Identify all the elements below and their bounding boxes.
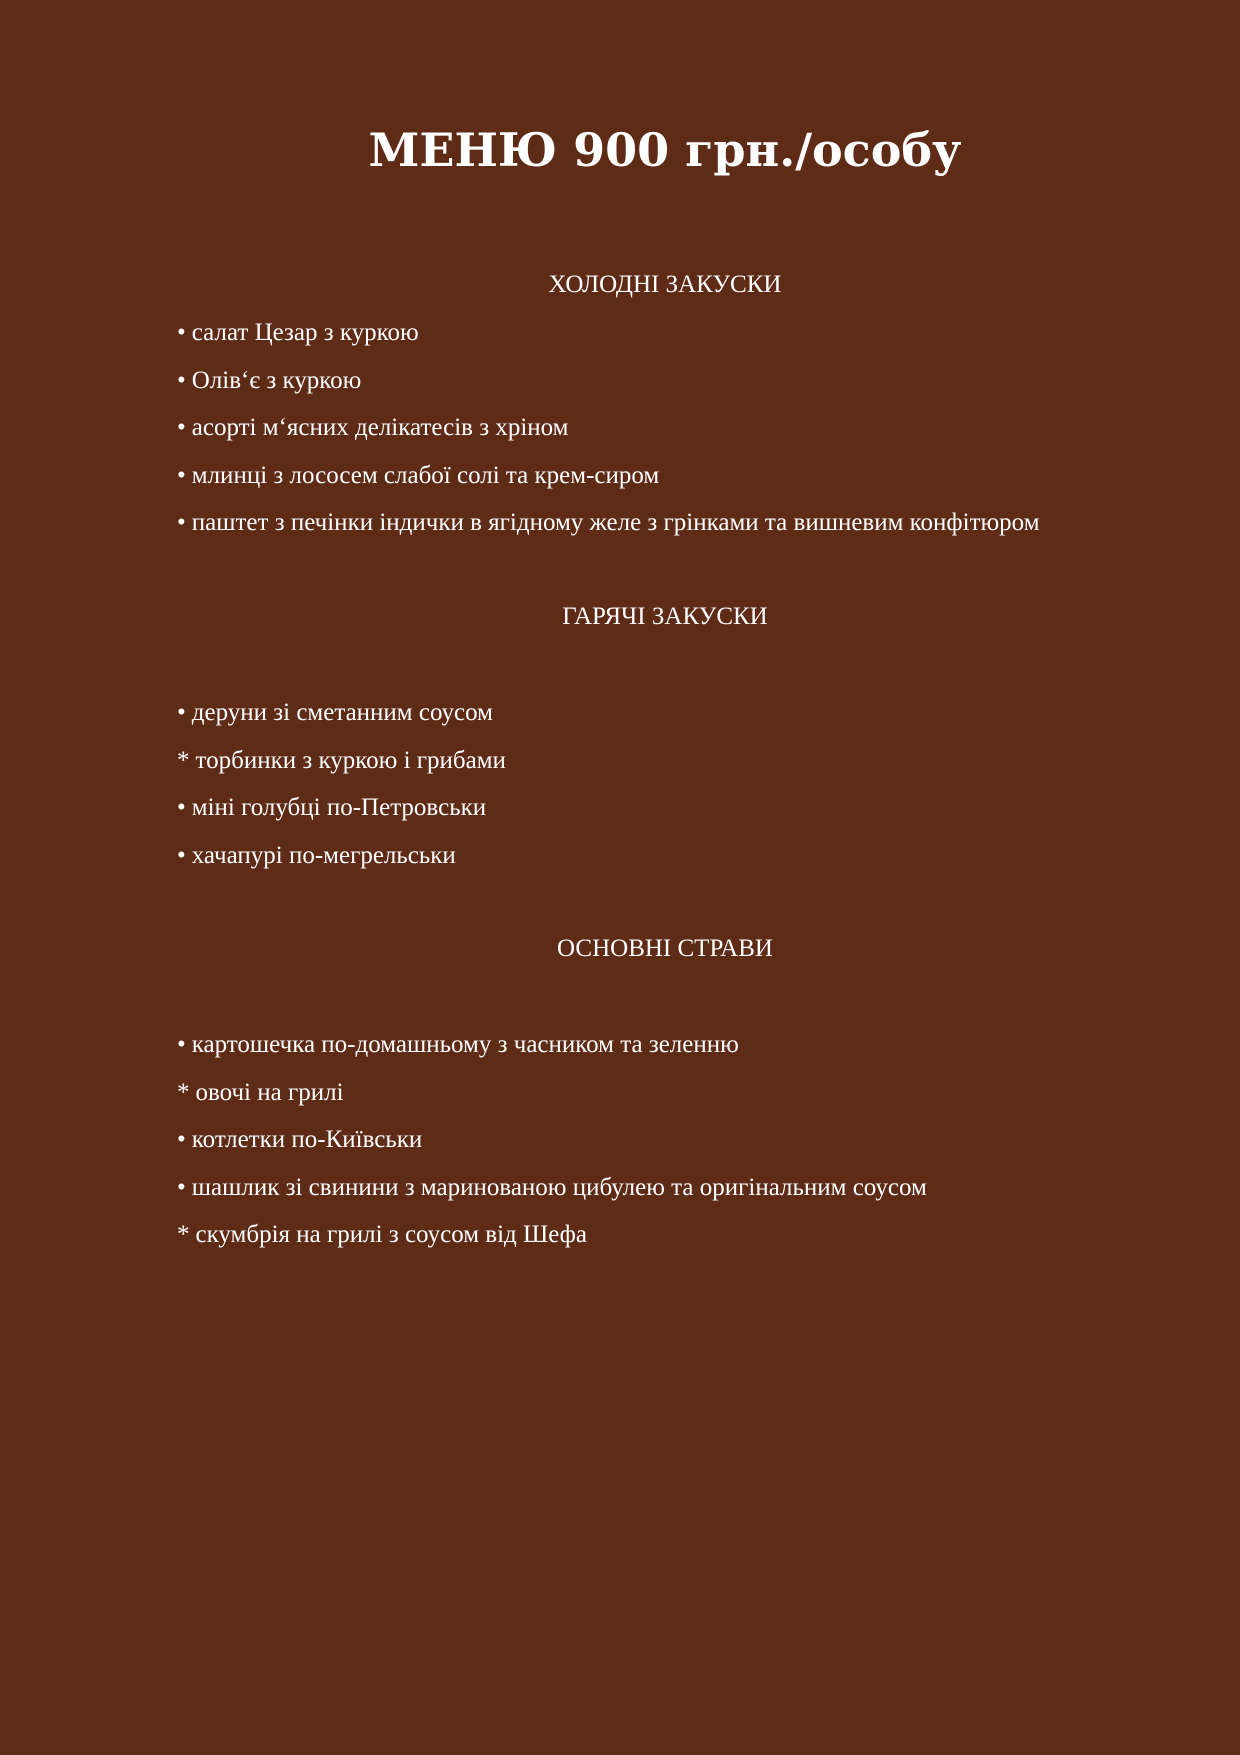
menu-item (177, 839, 1177, 887)
menu-item (177, 1218, 1177, 1266)
item-text: паштет з печінки індички в ягідному желе з грінками та вишневим конфітюром (191, 509, 1040, 536)
item-marker: • (177, 1031, 186, 1058)
item-marker: • (177, 509, 186, 536)
menu-item (177, 1028, 1177, 1076)
item-text: млинці з лососем слабої солі та крем-сиром (191, 461, 660, 489)
item-marker: * (177, 746, 190, 774)
section-heading-cold-appetizers: ХОЛОДНІ ЗАКУСКИ (548, 271, 782, 298)
menu-item (177, 364, 1177, 412)
menu-item (177, 1171, 1177, 1219)
menu-item (177, 744, 1177, 792)
item-text: асорті м‘ясних делікатесів з хріном (191, 414, 569, 441)
menu-item (177, 1123, 1177, 1171)
item-marker: • (177, 841, 186, 869)
main-courses-list (177, 1028, 1177, 1266)
section-heading-hot-appetizers: ГАРЯЧІ ЗАКУСКИ (562, 603, 768, 630)
item-marker: • (177, 366, 186, 394)
item-marker: • (177, 1173, 186, 1201)
menu-item (177, 506, 1177, 554)
item-text: деруни зі сметанним соусом (191, 699, 493, 726)
item-marker: • (177, 414, 186, 441)
menu-item (177, 1076, 1177, 1124)
menu-title: МЕНЮ 900 грн./особу (368, 123, 962, 177)
item-text: Олів‘є з куркою (191, 366, 362, 394)
item-text: хачапурі по-мегрельськи (191, 841, 456, 869)
item-text: овочі на грилі (195, 1078, 344, 1106)
item-text: салат Цезар з куркою (191, 319, 419, 346)
menu-item (177, 696, 1177, 744)
menu-item (177, 411, 1177, 459)
menu-item (177, 791, 1177, 839)
item-text: котлетки по-Київськи (191, 1126, 423, 1153)
item-marker: * (177, 1221, 190, 1248)
item-marker: • (177, 699, 186, 726)
item-marker: • (177, 1126, 186, 1153)
item-marker: • (177, 319, 186, 346)
item-marker: • (177, 794, 186, 821)
item-text: міні голубці по-Петровськи (191, 794, 487, 821)
menu-item (177, 316, 1177, 364)
item-marker: * (177, 1078, 190, 1106)
item-text: картошечка по-домашньому з часником та зеленню (191, 1031, 739, 1058)
cold-appetizers-list (177, 316, 1177, 554)
item-text: торбинки з куркою і грибами (195, 746, 506, 774)
item-marker: • (177, 461, 186, 489)
section-heading-main-courses: ОСНОВНІ СТРАВИ (557, 935, 773, 962)
menu-item (177, 459, 1177, 507)
item-text: скумбрія на грилі з соусом від Шефа (195, 1221, 587, 1248)
item-text: шашлик зі свинини з маринованою цибулею та оригінальним соусом (191, 1173, 927, 1201)
hot-appetizers-list (177, 696, 1177, 886)
